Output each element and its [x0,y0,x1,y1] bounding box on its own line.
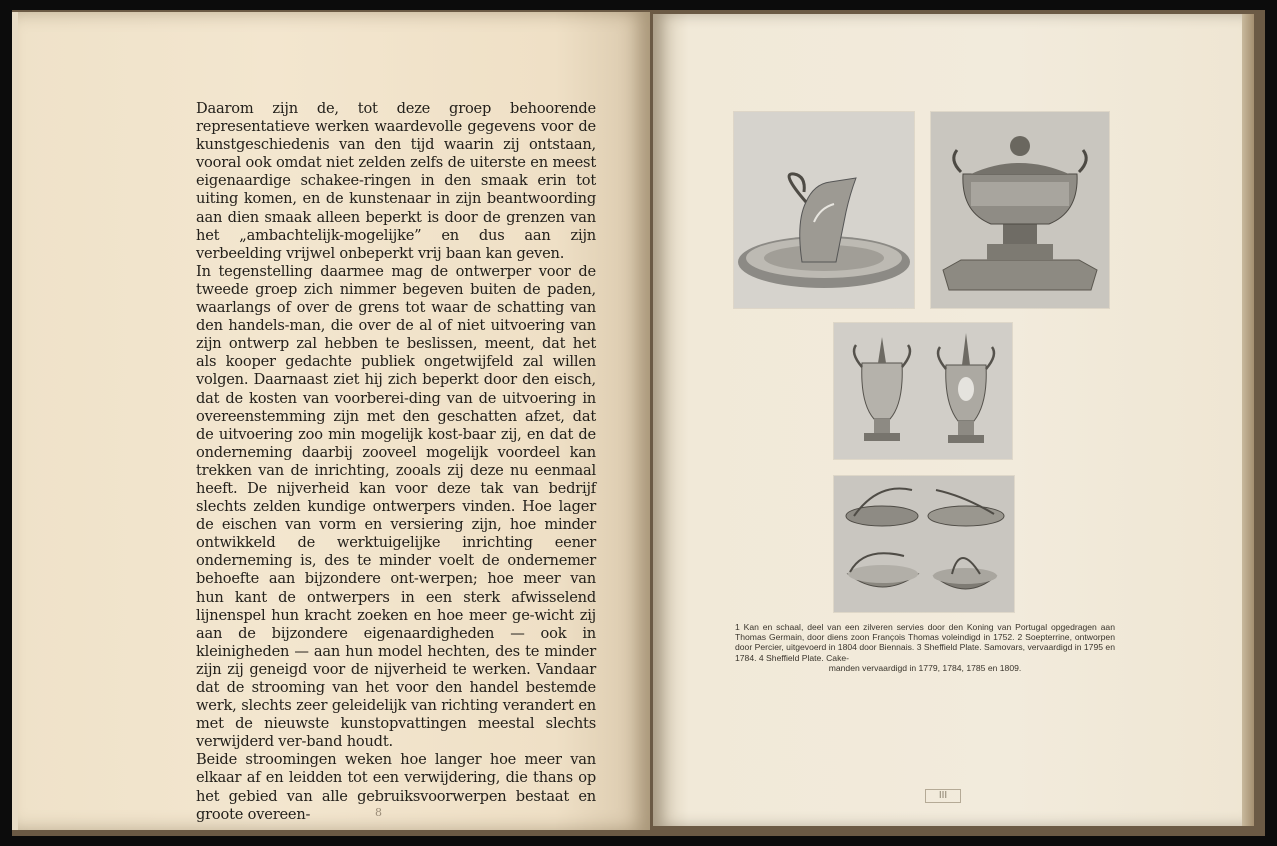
plate-number: III [925,789,961,803]
cake-baskets-illustration [834,476,1014,612]
left-page-number: 8 [375,806,382,819]
photo-jug-and-dish [734,112,914,308]
soup-tureen-illustration [931,112,1109,308]
caption-last-line: manden vervaardigd in 1779, 1784, 1785 en 1809. [828,662,1022,673]
right-page-edge [1242,14,1254,826]
samovars-illustration [834,323,1012,459]
jug-and-dish-illustration [734,112,914,308]
paragraph-2: In tegenstelling daarmee mag de ontwerper voor de tweede groep zich nimmer begeven buiten de paden, waarlangs of over de grens tot waar de schatting van den handels-man, die over de al of niet uitvoering van zijn ontwerp zal hebben te beslissen, meent, dat het als kooper gedachte publiek ongetwijfeld zal willen volgen. Daarnaast ziet hij zich beperkt door den eisch, dat de kosten van voorberei-ding van de uitvoering in overeenstemming zijn met den geschatten afzet, dat de uitvoering zoo min mogelijk kost-baar zij, en dat de onderneming daarbij zooveel mogelijk voordeel kan trekken van de inrichting, zooals zij deze nu eenmaal heeft. De nijverheid kan voor deze tak van bedrijf slechts zelden kundige ontwerpers vinden. Hoe lager de eischen van vorm en versiering zijn, hoe minder ontwikkeld de werktuigelijke inrichting eener onderneming is, des te minder voelt de ondernemer behoefte aan bijzondere ont-werpen; hoe meer van hun kant de ontwerpers in een sterk afwisselend lijnenspel hun kracht zoeken en hoe meer ge-wicht zij aan de bijzondere eigenaardigheden — ook in kleinigheden — aan hun model hechten, des te minder zijn zij geneigd voor de nijverheid te werken. Vandaar dat de strooming van het voor den handel bestemde werk, slechts zeer geleidelijk van richting verandert en met de nieuwste kunstopvattingen meestal slechts verwijderd ver-band houdt. [196,262,596,751]
caption-text: 1 Kan en schaal, deel van een zilveren servies door den Koning van Portugal opgedragen aan Thomas Germain, door diens zoon François Thomas voleindigd in 1752. 2 Soepterrine, ontworpen door Percier, uitgevoerd in 1804 door Biennais. 3 Sheffield Plate. Samovars, vervaardigd in 1795 en 1784. 4 Sheffield Plate. Cake- [735,622,1115,663]
left-page-body-text [196,100,596,824]
photo-soup-tureen [931,112,1109,308]
plate-caption [735,622,1115,673]
paragraph-3: Beide stroomingen weken hoe langer hoe meer van elkaar af en leidden tot een verwijdering, die thans op het gebied van alle gebruiksvoorwerpen bestaat en groote overeen- [196,751,596,823]
photo-samovars [834,323,1012,459]
paragraph-1: Daarom zijn de, tot deze groep behoorende representatieve werken waardevolle gegevens voor de kunstgeschiedenis van den tijd waarin zij ontstaan, vooral ook omdat niet zelden zelfs de uiterste en meest eigenaardige schakee-ringen in den smaak erin tot uiting komen, en de kunstenaar in zijn beantwoording aan dien smaak alleen beperkt is door de grenzen van het „ambachtelijk-mogelijke” en dus aan zijn verbeelding vrijwel onbeperkt vrij baan kan geven. [196,100,596,262]
photo-cake-baskets [834,476,1014,612]
